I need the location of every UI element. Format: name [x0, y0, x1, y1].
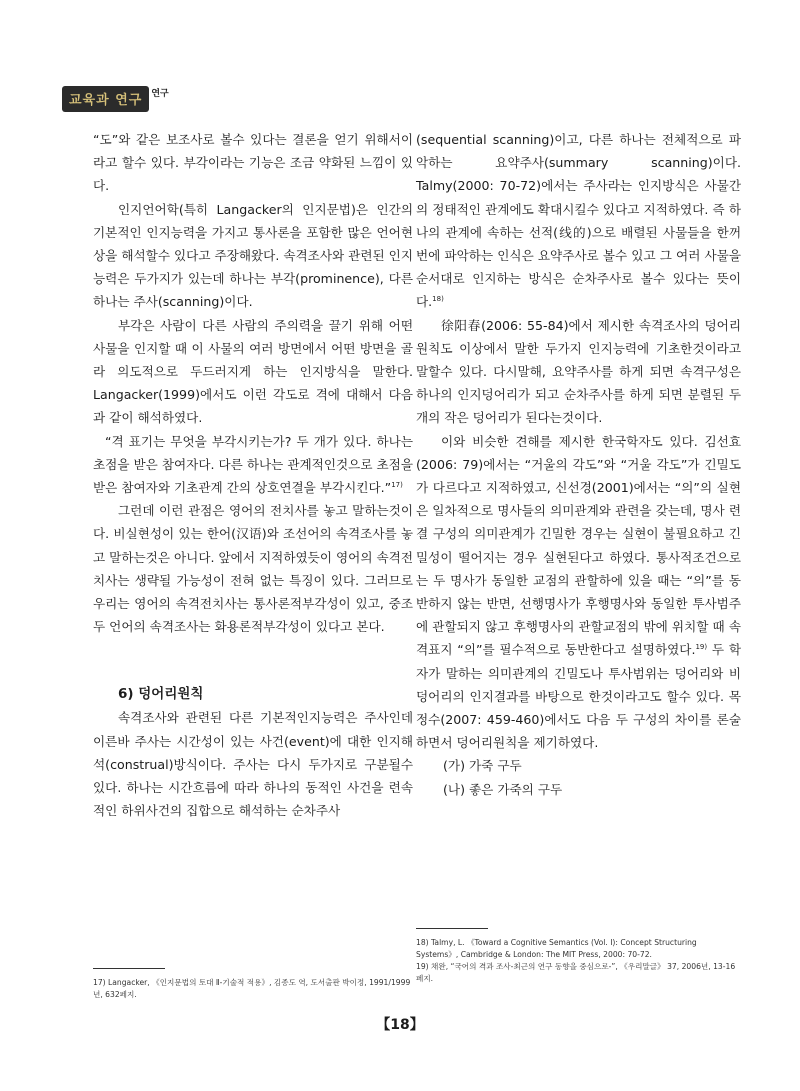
paragraph-text: (가) 가죽 구두 — [443, 758, 522, 774]
page-number: 【18】 — [376, 1017, 424, 1033]
paragraph-text: “격 표기는 무엇을 부각시키는가? 두 개가 있다. 하나는 초점을 받은 참여자다. 다른 하나는 관계적인것으로 초점을 받은 참여자와 기초관계 간의 상호연결을 부각시킨다.” — [93, 433, 413, 496]
paragraph-text: 그런데 이런 관점은 영어의 전치사를 놓고 말하는것이다. 비실현성이 있는 한어(汉语)와 조선어의 속격조사를 놓고 말하는것은 아니다. 앞에서 지적하였듯이 영어의 속격전치사는 생략될 가능성이 전혀 없는 특징이 있다. 그러므로 우리는 영어의 속격전치사는 통사론적부각성이 있고, 중조 두 언어의 속격조사는 화용론적부각성이 있다고 본다. — [93, 503, 413, 635]
journal-header — [62, 86, 169, 112]
example-item — [416, 778, 741, 801]
footnote-18: 18) Talmy, L. 《Toward a Cognitive Semantics (Vol. Ⅰ): Concept Structuring Systems》, Cambridge & London: The MIT Press, 2000: 70-72. — [416, 938, 697, 959]
paragraph — [93, 198, 413, 314]
footnote-19: 19) 채완, “국어의 격과 조사-최근의 연구 동향을 중심으로-”, 《우리말글》 37, 2006년, 13-16페지. — [416, 962, 736, 983]
paragraph-text: 속격조사와 관련된 다른 기본적인지능력은 주사인데 이른바 주사는 시간성이 있는 사건(event)에 대한 인지해석(construal)방식이다. 주사는 다시 두가지로 구분될수 있다. 하나는 시간흐름에 따라 하나의 동적인 사건을 련속적인 하위사건의 집합으로 해석하는 순차주사 — [93, 710, 413, 819]
paragraph-text: 이와 비슷한 견해를 제시한 한국학자도 있다. 김선효(2006: 79)에서는 “거울의 각도”와 “거울 각도”가 긴밀도가 다르다고 지적하였고, 신선경(2001)에서는 “의”의 실현은 일차적으로 명사들의 의미관계와 관련을 갖는데, 명사 련결 구성의 의미관계가 긴밀한 경우는 실현이 불필요하고 긴밀성이 떨어지는 경우 실현된다고 하였다. 통사적조건으로는 두 명사가 동일한 교점의 관할하에 있을 때는 “의”를 동반하지 않는 반면, 선행명사가 후행명사와 동일한 투사범주에 관할되지 않고 후행명사의 관할교점의 밖에 위치할 때 속격표지 “의”를 필수적으로 동반한다고 설명하였다. — [416, 433, 741, 658]
paragraph-text: 두 학자가 말하는 의미관계의 긴밀도나 투사범위는 덩어리와 비덩어리의 인지결과를 바탕으로 한것이라고도 할수 있다. 목정수(2007: 459-460)에서도 다음 두 구성의 차이를 론술하면서 덩어리원칙을 제기하였다. — [416, 642, 741, 751]
block-quote — [93, 430, 413, 500]
paragraph-text: (sequential scanning)이고, 다른 하나는 전체적으로 파악하는 요약주사(summary scanning)이다. Talmy(2000: 70-72)에서는 주사라는 인지방식은 사물간의 정태적인 관계에도 확대시킬수 있다고 지적하였다. 즉 하나의 관계에 속하는 선적(线的)으로 배렬된 사물들을 한꺼번에 파악하는 인식은 요약주사로 볼수 있고 그 여러 사물을 순서대로 인지하는 방식은 순차주사로 볼수 있다는 뜻이다. — [416, 132, 741, 310]
paragraph — [93, 314, 413, 430]
example-item — [416, 754, 741, 777]
paragraph-text: 인지언어학(특히 Langacker의 인지문법)은 인간의 기본적인 인지능력을 가지고 통사론을 포함한 많은 언어현상을 해석할수 있다고 주장해왔다. 속격조사와 관련된 인지능력은 두가지가 있는데 하나는 부각(prominence), 다른 하나는 주사(scanning)이다. — [93, 201, 413, 310]
paragraph — [93, 499, 413, 638]
paragraph-text: 부각은 사람이 다른 사람의 주의력을 끌기 위해 어떤 사물을 인지할 때 이 사물의 여러 방면에서 어떤 방면을 골라 의도적으로 두드러지게 하는 인지방식을 말한다. Langacker(1999)에서도 이런 각도로 격에 대해서 다음과 같이 해석하였다. — [93, 317, 413, 426]
left-column — [93, 128, 413, 822]
paragraph — [93, 128, 413, 198]
footnote-divider — [416, 928, 488, 929]
footnotes-left — [93, 952, 413, 1001]
journal-logo: 교육과 연구 — [62, 86, 149, 112]
footnote-divider — [93, 968, 165, 969]
footnote-ref: 18) — [432, 295, 444, 304]
paragraph-text: 6) 덩어리원칙 — [118, 686, 204, 703]
footnotes-right — [416, 912, 741, 985]
journal-logo-sub: 연구 — [151, 89, 169, 99]
paragraph — [416, 430, 741, 755]
paragraph-text: “도”와 같은 보조사로 볼수 있다는 결론을 얻기 위해서이라고 할수 있다. 부각이라는 기능은 조금 약화된 느낌이 있다. — [93, 132, 413, 194]
paragraph-text: 徐阳春(2006: 55-84)에서 제시한 속격조사의 덩어리원칙도 이상에서 말한 두가지 인지능력에 기초한것이라고 말할수 있다. 다시말해, 요약주사를 하게 되면 속격구성은 하나의 인지덩어리가 되고 순차주사를 하게 되면 분렬된 두개의 작은 덩어리가 된다는것이다. — [416, 317, 741, 426]
paragraph — [93, 706, 413, 822]
footnote-ref: 17) — [391, 480, 403, 489]
paragraph — [416, 128, 741, 314]
footnote-17: 17) Langacker, 《인지문법의 토대 Ⅱ-기술적 적용》, 김종도 역, 도서출판 박이정, 1991/1999년, 632페지. — [93, 978, 411, 999]
right-column — [416, 128, 741, 801]
section-heading — [93, 682, 413, 706]
paragraph-text: (나) 좋은 가죽의 구두 — [443, 781, 563, 797]
paragraph — [416, 314, 741, 430]
footnote-ref: 19) — [695, 643, 708, 652]
